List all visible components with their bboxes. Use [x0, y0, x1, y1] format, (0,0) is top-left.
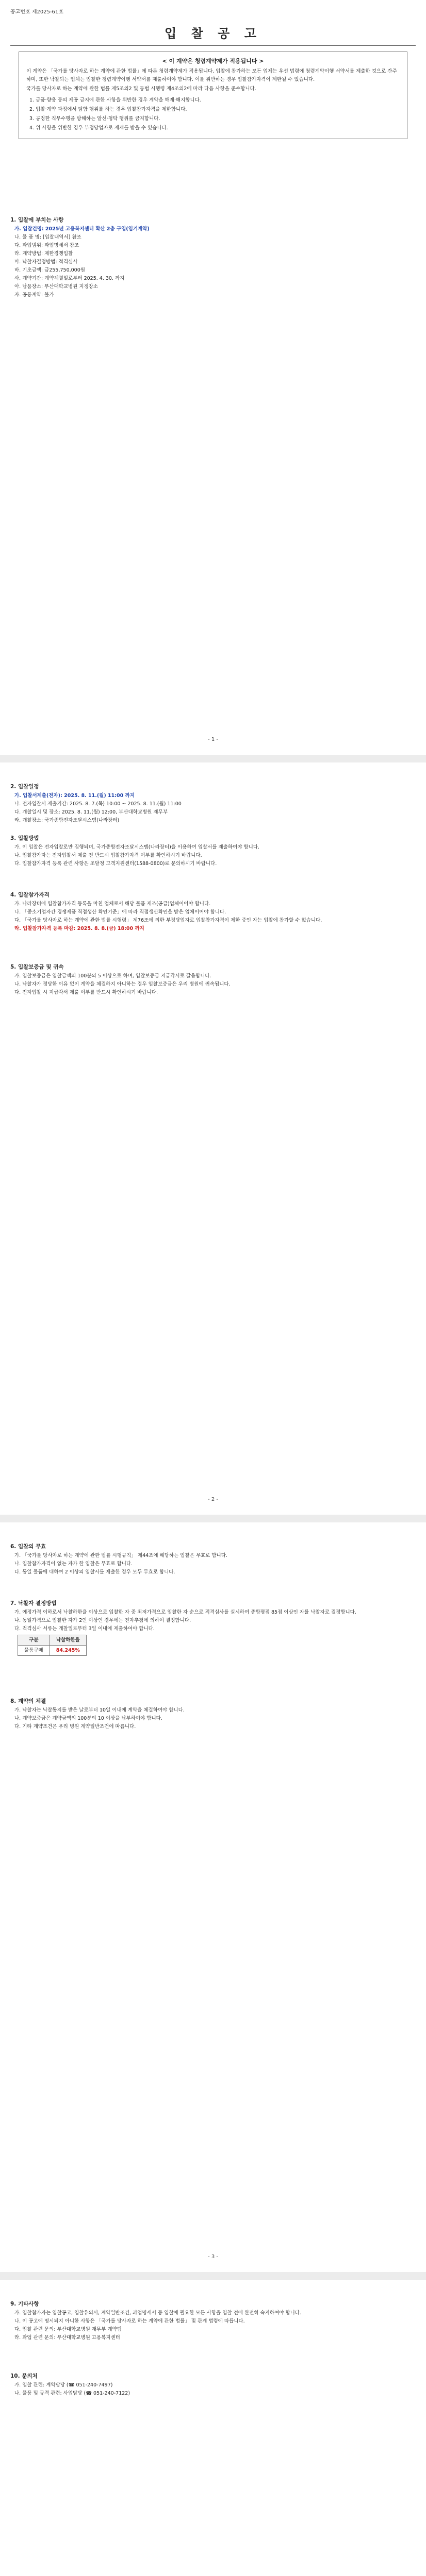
box-items: [26, 96, 400, 132]
box-item: 4. 위 사항을 위반한 경우 부정당업자로 제재를 받을 수 있습니다.: [29, 125, 168, 131]
section-10: [10, 2372, 416, 2398]
section-item: 가. 입찰건명: 2025년 고용복지센터 확산 2층 구입(임기계약): [14, 226, 150, 232]
section-4: [10, 891, 416, 933]
page-number: - 2 -: [208, 1497, 218, 1502]
section-item: 나. 물 품 명: [입찰내역서] 참조: [14, 234, 81, 240]
section-item: 다. 적격심사 서류는 개찰일로부터 3일 이내에 제출하여야 합니다.: [14, 1626, 155, 1632]
section-item: 다. 입찰 관련 문의: 부산대학교병원 재무부 계약팀: [14, 2327, 122, 2332]
section-item: 라. 개찰장소: 국가종합전자조달시스템(나라장터): [14, 818, 120, 823]
section-item: 다. 입찰참가자격 등록 관련 사항은 조달청 고객지원센터(1588-0800)로 문의하시기 바랍니다.: [14, 861, 217, 867]
section-5: [10, 963, 416, 997]
section-heading: 6. 입찰의 무효: [10, 1544, 46, 1550]
section-6: [10, 1543, 416, 1577]
section-item: 나. 전자입찰서 제출기간: 2025. 8. 7.(목) 10:00 ~ 2025. 8. 11.(월) 11:00: [14, 801, 182, 807]
section-item: 다. 전자입찰 시 지급각서 제출 여부를 반드시 확인하시기 바랍니다.: [14, 990, 158, 995]
section-item: 나. 계약보증금은 계약금액의 100분의 10 이상을 납부하여야 합니다.: [14, 1716, 162, 1721]
page-number: - 3 -: [208, 2254, 218, 2260]
section-item: 가. 입찰보증금은 입찰금액의 100분의 5 이상으로 하며, 입찰보증금 지급각서로 갈음합니다.: [14, 973, 211, 979]
table-row: [18, 1646, 87, 1656]
section-item: 아. 납품장소: 부산대학교병원 지정장소: [14, 284, 99, 290]
section-item: 가. 입찰 관련: 계약담당 (☎ 051-240-7497): [14, 2382, 113, 2388]
section-item: 나. 낙찰자가 정당한 이유 없이 계약을 체결하지 아니하는 경우 입찰보증금은 우리 병원에 귀속됩니다.: [14, 981, 231, 987]
section-item: 라. 계약방법: 제한경쟁입찰: [14, 251, 73, 257]
section-heading: 2. 입찰일정: [10, 784, 39, 790]
section-item: 라. 입찰참가자격 등록 마감: 2025. 8. 8.(금) 18:00 까지: [14, 926, 144, 931]
document-page-1: [0, 0, 426, 755]
section-9: [10, 2300, 416, 2342]
section-3: [10, 835, 416, 868]
section-item: 바. 기초금액: 금255,750,000원: [14, 267, 85, 273]
page-number: - 1 -: [208, 737, 218, 742]
section-item: 나. 「중소기업자간 경쟁제품 직접생산 확인기준」에 따라 직접생산확인을 받은 업체이어야 합니다.: [14, 909, 226, 915]
table-cell: 물품구매: [18, 1646, 50, 1656]
box-item: 1. 금품·향응 등의 제공 금지에 관한 사항을 위반한 경우 계약을 해제·해지합니다.: [29, 97, 201, 103]
document-page-2: [0, 762, 426, 1515]
section-item: 가. 이 입찰은 전자입찰로만 집행되며, 국가종합전자조달시스템(나라장터)을 이용하여 입찰서를 제출하여야 합니다.: [14, 844, 259, 850]
section-heading: 10. 문의처: [10, 2373, 38, 2379]
notice-number: 공고번호 제2025-61호: [10, 9, 63, 15]
box-item: 2. 입찰·계약 과정에서 담합 행위를 하는 경우 입찰참가자격을 제한합니다.: [29, 107, 187, 112]
section-item: 가. 입찰서제출(전자): 2025. 8. 11.(월) 11:00 까지: [14, 793, 135, 799]
section-item: 마. 낙찰자결정방법: 적격심사: [14, 259, 78, 265]
section-item: 가. 낙찰자는 낙찰통지를 받은 날로부터 10일 이내에 계약을 체결하여야 합니다.: [14, 1707, 185, 1713]
section-item: 다. 기타 계약조건은 우리 병원 계약일반조건에 따릅니다.: [14, 1724, 136, 1730]
section-item: 사. 계약기간: 계약체결일로부터 2025. 4. 30. 까지: [14, 276, 125, 281]
section-item: 라. 과업 관련 문의: 부산대학교병원 고용복지센터: [14, 2335, 120, 2341]
section-item: 가. 나라장터에 입찰참가자격 등록을 마친 업체로서 해당 물품 제조(공급)업체이어야 합니다.: [14, 901, 211, 907]
section-heading: 3. 입찰방법: [10, 835, 39, 841]
table-header: 구분: [18, 1635, 50, 1646]
table-header: 낙찰하한율: [50, 1635, 86, 1646]
table-cell: 84.245%: [50, 1646, 86, 1656]
bid-rate-table: [18, 1635, 87, 1656]
section-heading: 4. 입찰참가자격: [10, 892, 50, 898]
section-1: [10, 216, 416, 299]
section-item: 가. 입찰참가자는 입찰공고, 입찰유의서, 계약일반조건, 과업명세서 등 입찰에 필요한 모든 사항을 입찰 전에 완전히 숙지하여야 합니다.: [14, 2310, 301, 2316]
section-item: 다. 동일 물품에 대하여 2 이상의 입찰서를 제출한 경우 모두 무효로 합니다.: [14, 1569, 175, 1575]
document-page-4: [0, 2280, 426, 2576]
section-item: 가. 「국가를 당사자로 하는 계약에 관한 법률 시행규칙」 제44조에 해당하는 입찰은 무효로 합니다.: [14, 1553, 227, 1558]
document-title: 입 찰 공 고: [165, 26, 261, 41]
box-paragraph-2: 국가를 당사자로 하는 계약에 관한 법률 제5조의2 및 동법 시행령 제4조의2에 따라 다음 사항을 준수합니다.: [26, 86, 256, 92]
section-item: 다. 과업범위: 과업명세서 참조: [14, 243, 79, 248]
box-paragraph-1: 이 계약은 「국가를 당사자로 하는 계약에 관한 법률」에 따른 청렴계약제가 적용됩니다. 입찰에 참가하는 모든 업체는 우선 법령에 청렴계약이행 서약서를 제출한 것으로 간주하며, 또한 낙찰되는 업체는 입찰한 청렴계약이행 서약서를 제출하여야 합니다. 이를 위반하는 경우 입찰참가자격이 제한될 수 있습니다.: [26, 69, 397, 82]
section-heading: 1. 입찰에 부치는 사항: [10, 217, 64, 223]
section-item: 나. 입찰참가자격이 없는 자가 한 입찰은 무효로 합니다.: [14, 1561, 133, 1567]
section-heading: 7. 낙찰자 결정방법: [10, 1600, 57, 1606]
section-item: 다. 「국가를 당사자로 하는 계약에 관한 법률 시행령」 제76조에 의한 부정당업자로 입찰참가자격이 제한 중인 자는 입찰에 참가할 수 없습니다.: [14, 918, 322, 923]
section-heading: 9. 기타사항: [10, 2301, 39, 2307]
section-7: [10, 1600, 416, 1658]
box-heading: < 이 계약은 청렴계약제가 적용됩니다 >: [162, 58, 264, 64]
section-item: 가. 예정가격 이하로서 낙찰하한율 이상으로 입찰한 자 중 최저가격으로 입찰한 자 순으로 적격심사를 실시하여 종합평점 85점 이상인 자를 낙찰자로 결정합니다.: [14, 1609, 356, 1615]
integrity-contract-box: [19, 52, 407, 139]
section-2: [10, 783, 416, 825]
title-rule: [10, 45, 416, 46]
section-item: 나. 입찰참가자는 전자입찰서 제출 전 반드시 입찰참가자격 여부를 확인하시기 바랍니다.: [14, 853, 202, 858]
document-page-3: [0, 1522, 426, 2272]
section-item: 나. 동일가격으로 입찰한 자가 2인 이상인 경우에는 전자추첨에 의하여 결정합니다.: [14, 1618, 191, 1623]
section-heading: 8. 계약의 체결: [10, 1698, 46, 1704]
section-item: 나. 물품 및 규격 관련: 사업담당 (☎ 051-240-7122): [14, 2391, 130, 2396]
section-8: [10, 1698, 416, 1731]
section-item: 나. 이 공고에 명시되지 아니한 사항은 「국가를 당사자로 하는 계약에 관한 법률」 및 관계 법령에 따릅니다.: [14, 2318, 245, 2324]
section-heading: 5. 입찰보증금 및 귀속: [10, 964, 64, 970]
section-item: 다. 개찰일시 및 장소: 2025. 8. 11.(월) 12:00, 부산대학교병원 재무부: [14, 809, 168, 815]
box-item: 3. 공정한 직무수행을 방해하는 알선·청탁 행위를 금지합니다.: [29, 116, 160, 122]
section-item: 자. 공동계약: 불가: [14, 292, 54, 298]
